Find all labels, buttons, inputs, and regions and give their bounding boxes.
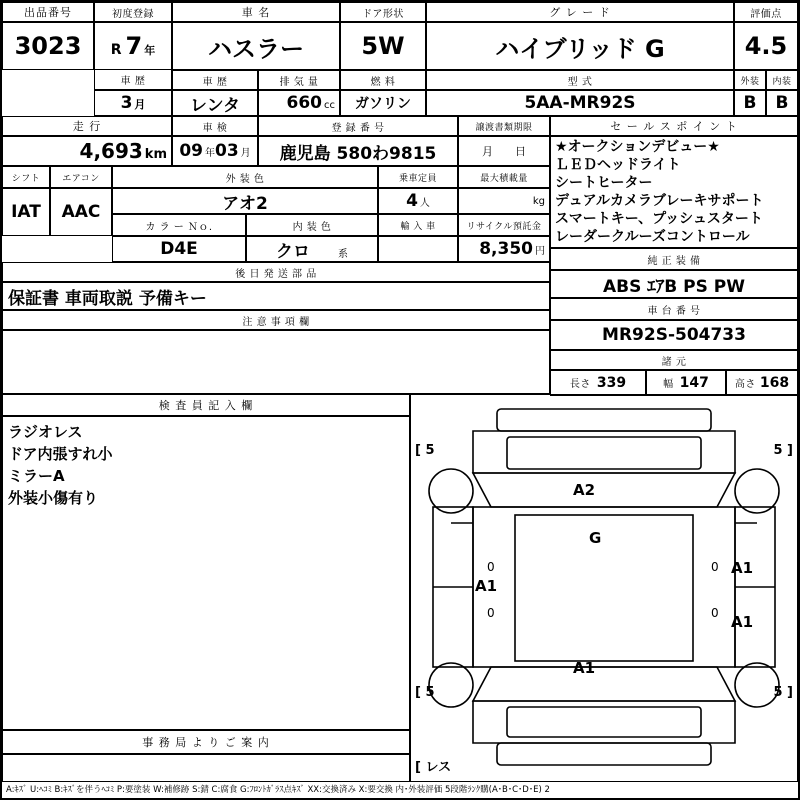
seats-value: 4 人: [378, 188, 458, 214]
model-code-label: 型 式: [426, 70, 734, 90]
inspector-label: 検 査 員 記 入 欄: [2, 394, 410, 416]
shift-value: IAT: [2, 188, 50, 236]
shaken-value: 09 年 03 月: [172, 136, 258, 166]
car-outline-svg: [411, 395, 797, 781]
diagram-mark-a1-right: A1: [731, 559, 754, 577]
door-type-value: 5W: [340, 22, 426, 70]
inspector-note-line: 外装小傷有り: [8, 489, 99, 507]
diagram-mark-a1-left: A1: [475, 577, 498, 595]
first-reg-month-cell: [94, 70, 172, 90]
car-name-value: ハスラー: [172, 22, 340, 70]
fuel-value: ガソリン: [340, 90, 426, 116]
sales-point-item: デュアルカメラブレーキサポート: [555, 193, 764, 209]
notes-body: [2, 330, 550, 394]
displacement-label: 排 気 量: [258, 70, 340, 90]
interior-grade-label: 内装: [766, 70, 798, 90]
interior-color-value: クロ 系: [246, 236, 378, 262]
displacement-value: 660 cc: [258, 90, 340, 116]
sales-point-item: ＬＥＤヘッドライト: [555, 157, 681, 173]
fuel-label: 燃 料: [340, 70, 426, 90]
office-notice-body: [2, 754, 410, 782]
inspector-note-line: ドア内張すれ小: [8, 445, 113, 463]
diagram-mark-zero: 0: [711, 560, 719, 574]
length-cell: 長さ 339: [550, 370, 646, 396]
shaken-label: 車 検: [172, 116, 258, 136]
exterior-color-label: 外 装 色: [112, 166, 378, 188]
dimensions-label: 諸 元: [550, 350, 798, 370]
max-load-label: 最大積載量: [458, 166, 550, 188]
car-damage-diagram: [410, 394, 798, 782]
car-name-label: 車 名: [172, 2, 340, 22]
diagram-mark-a1-bottom: A1: [573, 659, 596, 677]
sales-point-item: シートヒーター: [555, 175, 653, 191]
diagram-mark-zero: 0: [487, 560, 495, 574]
diagram-tire-left-rear: [ 5: [415, 685, 435, 700]
exterior-color-value: アオ2: [112, 188, 378, 214]
interior-color-label: 内 装 色: [246, 214, 378, 236]
chassis-number-value: MR92S-504733: [550, 320, 798, 350]
registration-number-label: 登 録 番 号: [258, 116, 458, 136]
height-cell: 高さ 168: [726, 370, 798, 396]
car-history-label: 車 歴: [172, 70, 258, 90]
mileage-label: 走 行: [2, 116, 172, 136]
transfer-deadline-label: 譲渡書類期限: [458, 116, 550, 136]
sales-point-label: セ ー ル ス ポ イ ン ト: [550, 116, 798, 136]
import-value: [378, 236, 458, 262]
max-load-value: kg: [458, 188, 550, 214]
sales-point-item: ★オークションデビュー★: [555, 139, 720, 155]
import-label: 輸 入 車: [378, 214, 458, 236]
inspector-note-line: ミラーA: [8, 467, 65, 485]
first-registration-month-value: 3 月: [94, 90, 172, 116]
grade-value: ハイブリッド G: [426, 22, 734, 70]
diagram-mark-g: G: [589, 529, 602, 547]
diagram-tire-left-front: [ 5: [415, 443, 435, 458]
sales-points-list: [550, 136, 798, 248]
score-label: 評価点: [734, 2, 798, 22]
transfer-deadline-value: 月 日: [458, 136, 550, 166]
recycle-deposit-value: 8,350 円: [458, 236, 550, 262]
diagram-spare-tire: [ レス: [415, 760, 452, 775]
sales-point-item: レーダークルーズコントロール: [555, 229, 750, 245]
lot-number-label: 出品番号: [2, 2, 94, 22]
door-type-label: ドア形状: [340, 2, 426, 22]
diagram-mark-zero: 0: [711, 606, 719, 620]
color-number-label: カ ラ ー Ｎｏ.: [112, 214, 246, 236]
history-label: 車 歴: [94, 70, 172, 90]
model-code-value: 5AA-MR92S: [426, 90, 734, 116]
aircon-label: エアコン: [50, 166, 112, 188]
inspector-notes: [2, 416, 410, 730]
grade-label: グ レ ー ド: [426, 2, 734, 22]
first-registration-label: 初度登録: [94, 2, 172, 22]
recycle-deposit-label: リサイクル預託金: [458, 214, 550, 236]
diagram-tire-right-front: 5 ]: [773, 443, 793, 458]
inspector-note-line: ラジオレス: [8, 423, 83, 441]
exterior-grade-value: B: [734, 90, 766, 116]
width-cell: 幅 147: [646, 370, 726, 396]
aircon-value: AAC: [50, 188, 112, 236]
shift-label: シフト: [2, 166, 50, 188]
diagram-tire-right-rear: 5 ]: [773, 685, 793, 700]
diagram-mark-a2: A2: [573, 481, 596, 499]
score-value: 4.5: [734, 22, 798, 70]
color-number-value: D4E: [112, 236, 246, 262]
chassis-number-label: 車 台 番 号: [550, 298, 798, 320]
history-value: レンタ: [172, 90, 258, 116]
lot-number-value: 3023: [2, 22, 94, 70]
later-parts-label: 後 日 発 送 部 品: [2, 262, 550, 282]
seats-label: 乗車定員: [378, 166, 458, 188]
registration-number-value: 鹿児島 580わ9815: [258, 136, 458, 166]
equipment-label: 純 正 装 備: [550, 248, 798, 270]
equipment-value: ABS ｴｱB PS PW: [550, 270, 798, 298]
first-registration-value: R 7 年: [94, 22, 172, 70]
legend-footer: A:ｷｽﾞ U:ﾍｺﾐ B:ｷｽﾞを伴うﾍｺﾐ P:要塗装 W:補修跡 S:錆 C:腐食 G:ﾌﾛﾝﾄｶﾞﾗｽ点ｷｽﾞ XX:交換済み X:要交換 内･外装評価 5段階ﾗﾝｸ購(A･B･C･D･E) 2: [6, 785, 550, 795]
office-notice-label: 事 務 局 よ り ご 案 内: [2, 730, 410, 754]
exterior-grade-label: 外装: [734, 70, 766, 90]
diagram-mark-zero: 0: [487, 606, 495, 620]
diagram-mark-a1-right2: A1: [731, 613, 754, 631]
sales-point-item: スマートキー、プッシュスタート: [555, 211, 763, 227]
interior-grade-value: B: [766, 90, 798, 116]
later-parts-value: 保証書 車両取説 予備キー: [2, 282, 550, 310]
notes-label: 注 意 事 項 欄: [2, 310, 550, 330]
mileage-value: 4,693 km: [2, 136, 172, 166]
